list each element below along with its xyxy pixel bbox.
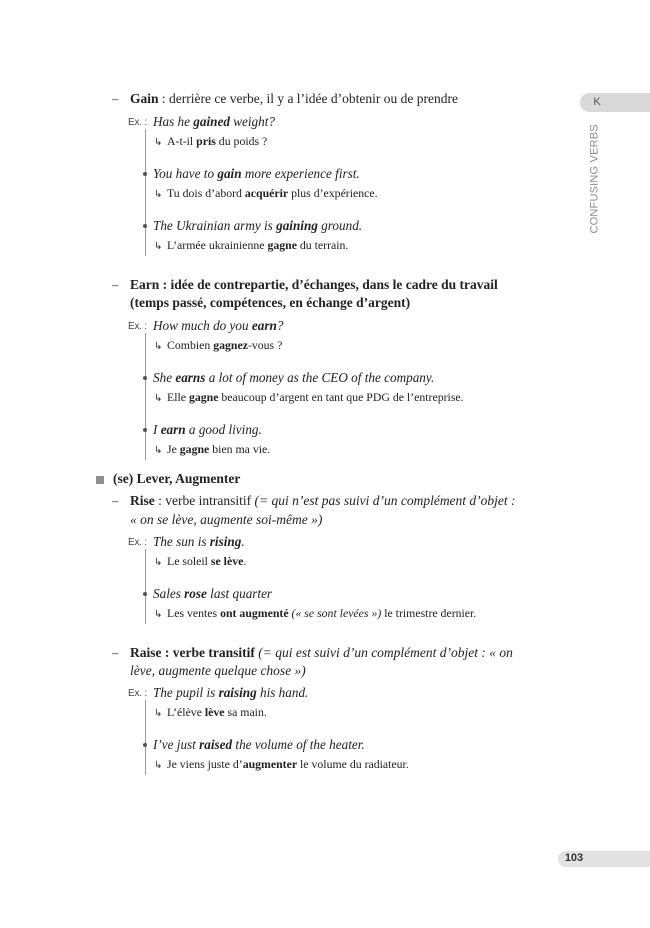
raise-example-2-en: I’ve just raised the volume of the heater. [153, 737, 365, 752]
return-arrow-icon: ↳ [154, 137, 163, 148]
gain-example-3-fr: ↳ L’armée ukrainienne gagne du terrain. [154, 237, 348, 255]
earn-heading-line-1: Earn : idée de contrepartie, d’échanges, dans le cadre du travail [130, 277, 498, 292]
example-dot [143, 224, 147, 228]
bullet-dash: – [112, 645, 119, 660]
gain-example-1-en: Has he gained weight? [153, 114, 275, 129]
gain-example-3-en: The Ukrainian army is gaining ground. [153, 218, 363, 233]
section-bullet-icon [96, 476, 104, 484]
example-rule [145, 129, 146, 256]
return-arrow-icon: ↳ [154, 393, 163, 404]
rise-example-2-fr: ↳ Les ventes ont augmenté (« se sont levées ») le trimestre dernier. [154, 605, 476, 623]
rise-example-1-fr: ↳ Le soleil se lève. [154, 553, 246, 571]
example-dot [143, 172, 147, 176]
section-title: (se) Lever, Augmenter [113, 471, 241, 486]
gain-example-1-fr: ↳ A-t-il pris du poids ? [154, 133, 267, 151]
return-arrow-icon: ↳ [154, 609, 163, 620]
return-arrow-icon: ↳ [154, 557, 163, 568]
rise-example-1-en: The sun is rising. [153, 534, 245, 549]
earn-example-1-fr: ↳ Combien gagnez-vous ? [154, 337, 282, 355]
return-arrow-icon: ↳ [154, 341, 163, 352]
rise-heading-line-2: « on se lève, augmente soi-même ») [130, 512, 323, 527]
example-dot [143, 592, 147, 596]
chapter-title: CONFUSING VERBS [588, 124, 601, 234]
page-number: 103 [564, 852, 584, 864]
example-rule [145, 549, 146, 624]
earn-heading-line-2: (temps passé, compétences, en échange d’argent) [130, 295, 411, 310]
example-label: Ex. : [128, 321, 148, 332]
chapter-letter: K [593, 96, 601, 108]
example-label: Ex. : [128, 117, 148, 128]
raise-heading-line-1: Raise : verbe transitif (= qui est suivi d’un complément d’objet : « on [130, 645, 513, 660]
bullet-dash: – [112, 277, 119, 292]
earn-example-2-en: She earns a lot of money as the CEO of the company. [153, 370, 435, 385]
example-label: Ex. : [128, 688, 148, 699]
example-dot [143, 743, 147, 747]
earn-example-2-fr: ↳ Elle gagne beaucoup d’argent en tant que PDG de l’entreprise. [154, 389, 464, 407]
bullet-dash: – [112, 91, 119, 106]
raise-heading-line-2: lève, augmente quelque chose ») [130, 663, 306, 678]
example-rule [145, 333, 146, 460]
raise-example-1-en: The pupil is raising his hand. [153, 685, 309, 700]
earn-example-3-fr: ↳ Je gagne bien ma vie. [154, 441, 270, 459]
return-arrow-icon: ↳ [154, 708, 163, 719]
return-arrow-icon: ↳ [154, 189, 163, 200]
gain-example-2-fr: ↳ Tu dois d’abord acquérir plus d’expérience. [154, 185, 378, 203]
bullet-dash: – [112, 493, 119, 508]
example-dot [143, 376, 147, 380]
example-dot [143, 428, 147, 432]
return-arrow-icon: ↳ [154, 445, 163, 456]
raise-example-1-fr: ↳ L’élève lève sa main. [154, 704, 267, 722]
example-label: Ex. : [128, 537, 148, 548]
return-arrow-icon: ↳ [154, 241, 163, 252]
raise-example-2-fr: ↳ Je viens juste d’augmenter le volume du radiateur. [154, 756, 409, 774]
rise-heading-line-1: Rise : verbe intransitif (= qui n’est pas suivi d’un complément d’objet : [130, 493, 516, 508]
rise-example-2-en: Sales rose last quarter [153, 586, 273, 601]
gain-heading: Gain : derrière ce verbe, il y a l’idée d’obtenir ou de prendre [130, 91, 458, 106]
chapter-tab [580, 93, 650, 112]
earn-example-1-en: How much do you earn? [153, 318, 284, 333]
gain-example-2-en: You have to gain more experience first. [153, 166, 360, 181]
return-arrow-icon: ↳ [154, 760, 163, 771]
example-rule [145, 700, 146, 775]
earn-example-3-en: I earn a good living. [153, 422, 262, 437]
